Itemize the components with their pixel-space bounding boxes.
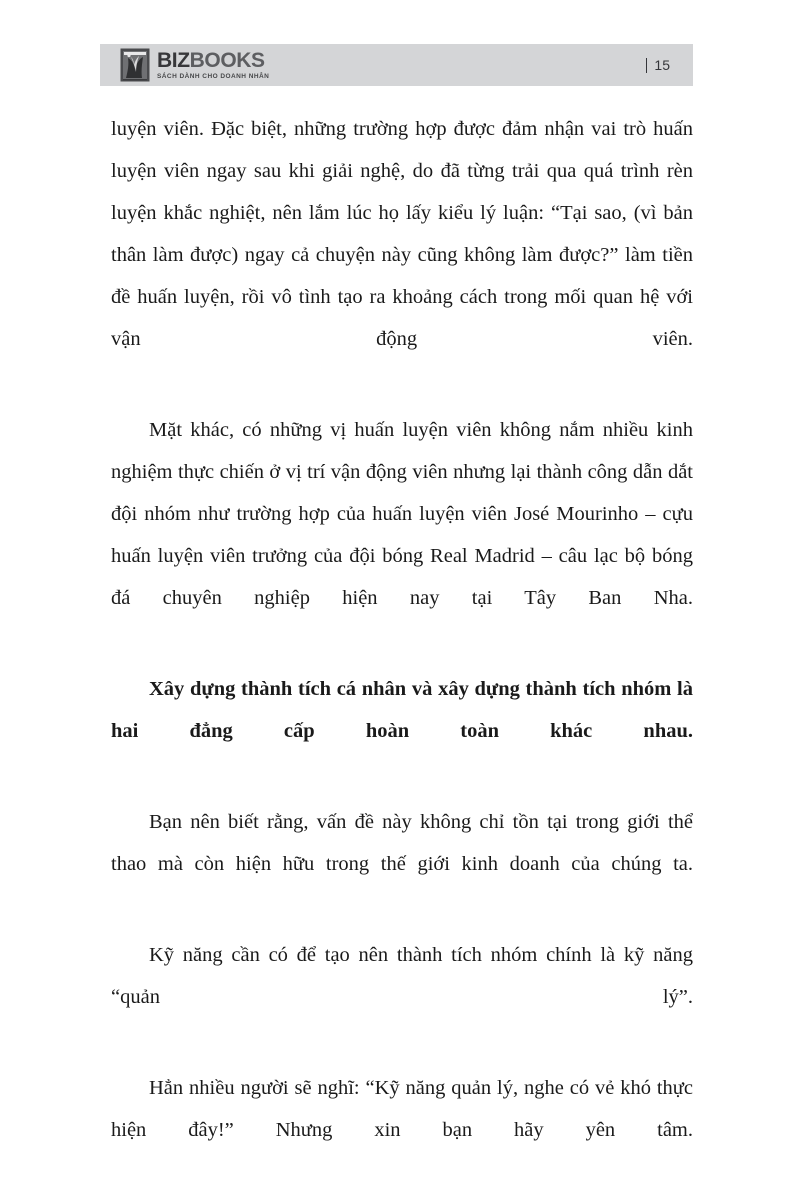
- book-logo-icon: [120, 48, 150, 82]
- paragraph-1: luyện viên. Đặc biệt, những trường hợp được đảm nhận vai trò huấn luyện viên ngay sau khi giải nghệ, do đã từng trải qua quá trình rèn luyện khắc nghiệt, nên lắm lúc họ lấy kiểu lý luận: “Tại sao, (vì bản thân làm được) ngay cả chuyện này cũng không làm được?” làm tiền đề huấn luyện, rồi vô tình tạo ra khoảng cách trong mối quan hệ với vận động viên.: [111, 118, 693, 350]
- page-header: [100, 44, 693, 86]
- body-text-column: [111, 108, 693, 1200]
- paragraph-5: Kỹ năng cần có để tạo nên thành tích nhóm chính là kỹ năng “quản lý”.: [111, 944, 693, 1008]
- paragraph-3-bold-heading: Xây dựng thành tích cá nhân và xây dựng thành tích nhóm là hai đẳng cấp hoàn toàn khác nhau.: [111, 678, 693, 742]
- bizbooks-logo: [120, 48, 269, 82]
- paragraph-4: Bạn nên biết rằng, vấn đề này không chỉ tồn tại trong giới thể thao mà còn hiện hữu trong thế giới kinh doanh của chúng ta.: [111, 811, 693, 875]
- logo-wordmark-biz: BIZ: [157, 48, 190, 72]
- page-number-group: [646, 57, 670, 73]
- logo-tagline: SÁCH DÀNH CHO DOANH NHÂN: [157, 72, 270, 80]
- page-number: 15: [654, 57, 670, 73]
- logo-text-block: [157, 50, 269, 81]
- logo-wordmark: [157, 50, 269, 71]
- logo-wordmark-books: BOOKS: [189, 48, 265, 72]
- paragraph-2: Mặt khác, có những vị huấn luyện viên không nắm nhiều kinh nghiệm thực chiến ở vị trí vận động viên nhưng lại thành công dẫn dắt đội nhóm như trường hợp của huấn luyện viên José Mourinho – cựu huấn luyện viên trưởng của đội bóng Real Madrid – câu lạc bộ bóng đá chuyên nghiệp hiện nay tại Tây Ban Nha.: [111, 419, 693, 609]
- paragraph-6: Hẳn nhiều người sẽ nghĩ: “Kỹ năng quản lý, nghe có vẻ khó thực hiện đây!” Nhưng xin bạn hãy yên tâm.: [111, 1077, 693, 1141]
- page-number-separator: [646, 58, 647, 73]
